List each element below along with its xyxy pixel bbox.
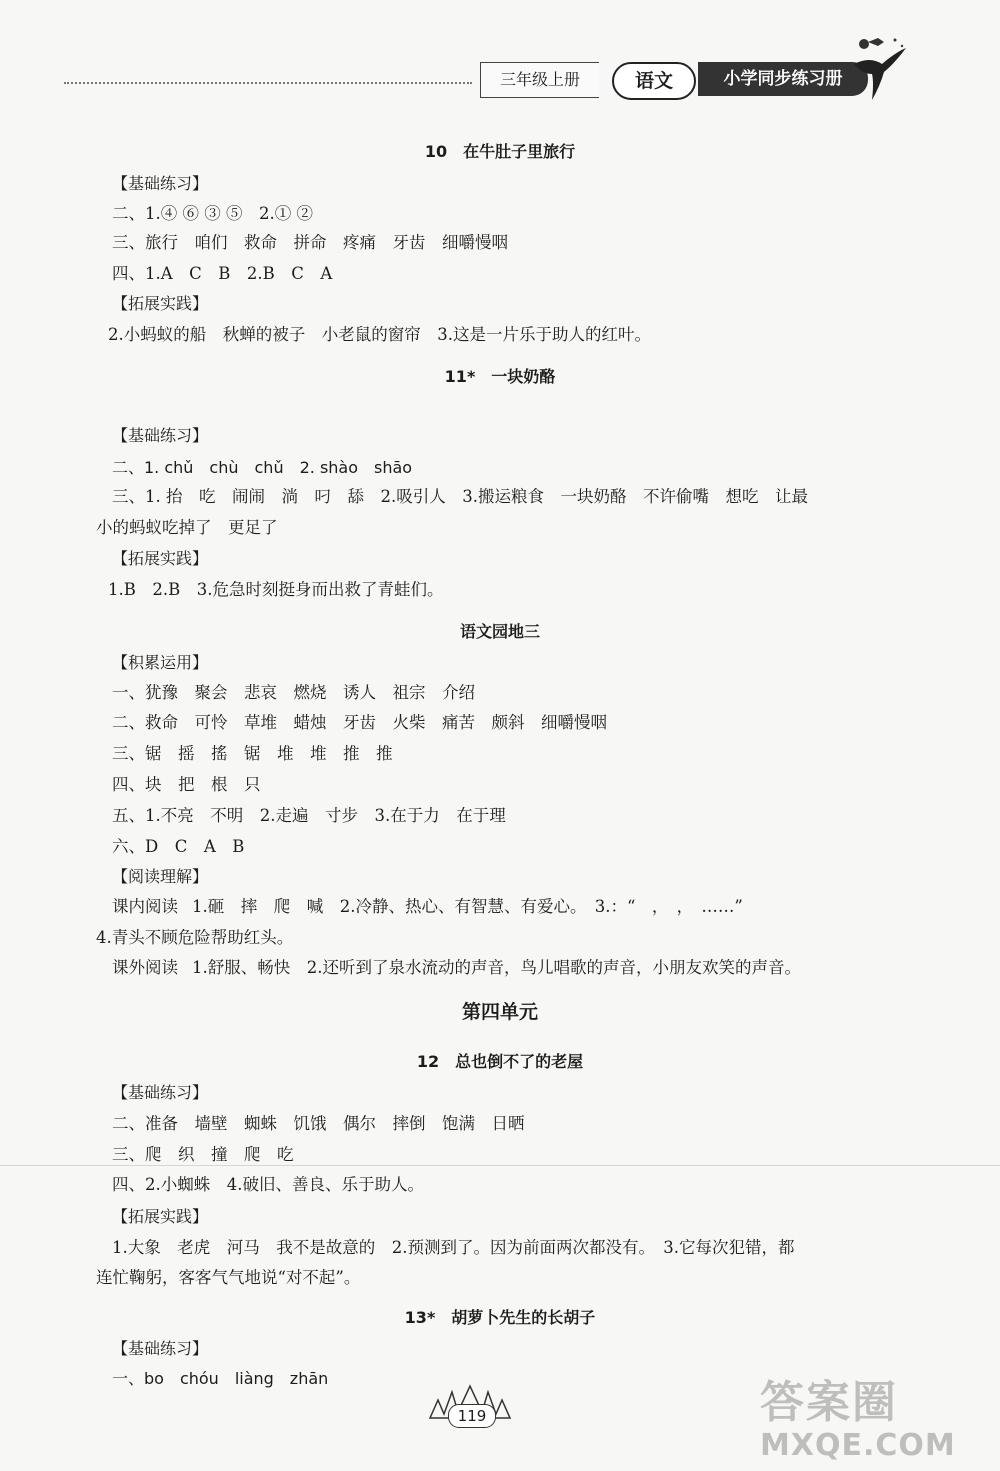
answer-line: 1.B 2.B 3.危急时刻挺身而出救了青蛙们。 (108, 580, 444, 599)
answer-line: 小的蚂蚁吃掉了 更足了 (96, 518, 278, 537)
subject-label: 语文 (612, 62, 696, 100)
answer-line: 四、2.小蜘蛛 4.破旧、善良、乐于助人。 (112, 1175, 424, 1194)
answer-line: 三、旅行 咱们 救命 拼命 疼痛 牙齿 细嚼慢咽 (112, 233, 508, 252)
answer-line: 五、1.不亮 不明 2.走遍 寸步 3.在于力 在于理 (112, 806, 506, 825)
answer-line: 二、1.④ ⑥ ③ ⑤ 2.① ② (112, 204, 313, 223)
page-number: 119 (448, 1404, 496, 1428)
lesson-12-title: 12 总也倒不了的老屋 (416, 1052, 584, 1071)
book-title: 小学同步练习册 (698, 62, 868, 96)
answer-line: 二、准备 墙壁 蜘蛛 饥饿 偶尔 摔倒 饱满 日晒 (112, 1114, 525, 1133)
answer-line: 一、犹豫 聚会 悲哀 燃烧 诱人 祖宗 介绍 (112, 683, 475, 702)
answer-line: 三、1. 抬 吃 闹闹 淌 叼 舔 2.吸引人 3.搬运粮食 一块奶酪 不许偷嘴 想吃 让最 (112, 487, 808, 506)
reading-label: 课内阅读 (112, 897, 178, 916)
lesson-11-title: 11* 一块奶酪 (444, 367, 556, 386)
watermark-line-1: 答案圈 (760, 1377, 898, 1428)
section-label: 【阅读理解】 (112, 867, 209, 886)
answer-line: 四、1.A C B 2.B C A (112, 264, 333, 283)
answer-line: 三、爬 织 撞 爬 吃 (112, 1145, 294, 1164)
header-dotted-rule (64, 82, 472, 84)
answer-line: 二、1. chǔ chù chǔ 2. shào shāo (112, 458, 413, 477)
section-label: 【拓展实践】 (112, 1207, 209, 1226)
answer-line: 二、救命 可怜 草堆 蜡烛 牙齿 火柴 痛苦 颇斜 细嚼慢咽 (112, 713, 607, 732)
section-label: 【拓展实践】 (112, 549, 209, 568)
reading-label: 课外阅读 (112, 958, 178, 977)
section-label: 【基础练习】 (112, 174, 209, 193)
section-label: 【基础练习】 (112, 1339, 209, 1358)
section-label: 【拓展实践】 (112, 294, 209, 313)
answer-line: 六、D C A B (112, 837, 245, 856)
section-label: 【基础练习】 (112, 426, 209, 445)
answer-line: 1.砸 摔 爬 喊 2.冷静、热心、有智慧、有爱心。 3.：“ ， ， ……” (192, 897, 743, 916)
section-label: 【积累运用】 (112, 653, 209, 672)
answer-line: 四、块 把 根 只 (112, 775, 261, 794)
lesson-10-title: 10 在牛肚子里旅行 (424, 142, 576, 161)
garden-3-title: 语文园地三 (459, 622, 540, 641)
grade-label: 三年级上册 (480, 62, 599, 98)
answer-line: 1.大象 老虎 河马 我不是故意的 2.预测到了。因为前面两次都没有。 3.它每次犯错，都 (112, 1238, 795, 1257)
unit-4-title: 第四单元 (461, 1001, 538, 1023)
section-label: 【基础练习】 (112, 1083, 209, 1102)
answer-line: 连忙鞠躬，客客气气地说“对不起”。 (96, 1268, 361, 1287)
answer-line: 一、bo chóu liàng zhān (112, 1369, 329, 1388)
lesson-13-title: 13* 胡萝卜先生的长胡子 (404, 1308, 596, 1327)
answer-line: 4.青头不顾危险帮助红头。 (96, 928, 294, 947)
answer-line: 1.舒服、畅快 2.还听到了泉水流动的声音，鸟儿唱歌的声音，小朋友欢笑的声音。 (192, 958, 801, 977)
mascot-icon (850, 34, 910, 104)
answer-line: 2.小蚂蚁的船 秋蝉的被子 小老鼠的窗帘 3.这是一片乐于助人的红叶。 (108, 325, 651, 344)
paper-crease (0, 1165, 1000, 1166)
watermark-line-2: MXQE.COM (760, 1428, 956, 1463)
answer-line: 三、锯 摇 搖 锯 堆 堆 推 推 (112, 744, 393, 763)
watermark (760, 1378, 990, 1468)
